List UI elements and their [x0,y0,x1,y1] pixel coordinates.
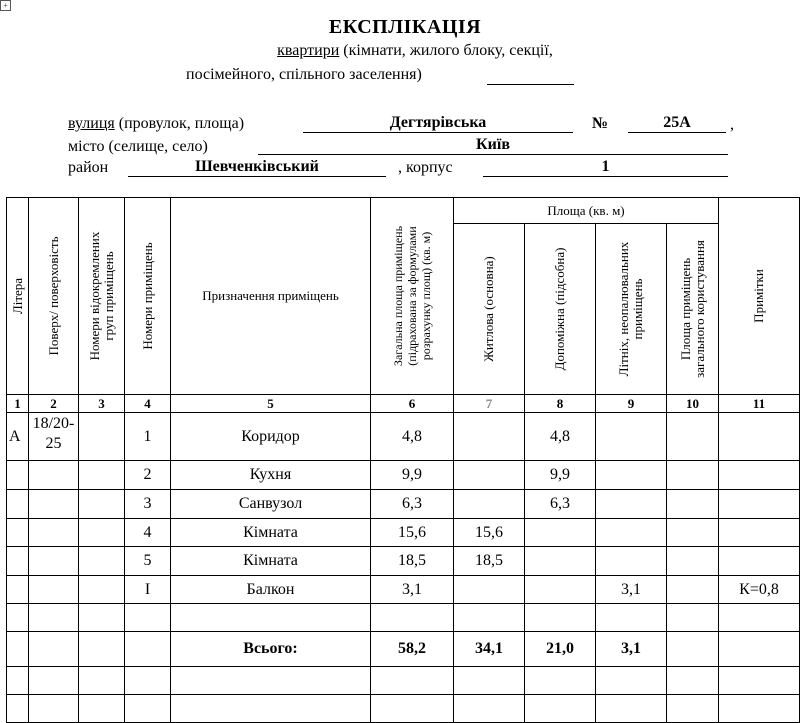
common-area-cell [667,490,719,519]
common-area-cell [667,576,719,604]
summer-area-cell [596,519,667,547]
explication-table [6,197,800,723]
header-floor-text: Поверх/ поверховість [45,236,61,356]
aux-area-cell [525,576,596,604]
notes-cell [719,413,800,461]
city-value: Київ [476,136,510,153]
subtitle-line2-text: посімейного, спільного заселення) [186,66,422,83]
summer-area-cell: 3,1 [596,576,667,604]
living-area-cell [454,461,525,490]
table-row [7,461,800,490]
header-total-area [371,198,454,395]
column-number: 2 [29,395,79,413]
district-underline [128,176,386,177]
living-area-cell: 18,5 [454,547,525,576]
column-number: 9 [596,395,667,413]
column-number: 4 [125,395,171,413]
district-label: район [68,159,109,176]
street-value: Дегтярівська [389,114,487,131]
column-number-row [7,395,800,413]
purpose-cell: Балкон [171,576,371,604]
header-common [667,224,719,395]
total-area-cell: 4,8 [371,413,454,461]
table-header-row [7,198,800,224]
subtitle-fill-line [487,84,574,85]
room-number-cell: 2 [125,461,171,490]
summer-area-cell [596,461,667,490]
living-area-cell [454,413,525,461]
aux-area-cell: 6,3 [525,490,596,519]
totals-summer-area: 3,1 [596,632,667,667]
table-row [7,490,800,519]
header-living-text: Житлова (основна) [481,256,496,362]
subtitle-underlined-word: квартири [277,42,340,59]
header-common-text: Площа приміщень загального користування [677,240,707,378]
header-notes-text: Примітки [751,269,766,323]
aux-area-cell [525,547,596,576]
header-summer-text: Літніх, неопалювальних приміщень [616,241,645,377]
street-underline [303,132,573,133]
column-number: 11 [719,395,800,413]
room-number-cell: 4 [125,519,171,547]
header-litera [7,198,29,395]
group-cell [79,413,125,461]
total-area-cell: 3,1 [371,576,454,604]
header-summer [596,224,667,395]
room-number-cell: 3 [125,490,171,519]
living-area-cell: 15,6 [454,519,525,547]
purpose-cell: Коридор [171,413,371,461]
street-label-underlined: вулиця [68,115,115,132]
header-floor [29,198,79,395]
notes-cell: К=0,8 [719,576,800,604]
table-row [7,413,800,461]
column-number: 10 [667,395,719,413]
purpose-cell: Санвузол [171,490,371,519]
litera-cell: А [7,413,29,461]
total-area-cell: 18,5 [371,547,454,576]
notes-cell [719,490,800,519]
summer-area-cell [596,413,667,461]
table-row [7,576,800,604]
common-area-cell [667,547,719,576]
city-underline [258,154,728,155]
aux-area-cell: 4,8 [525,413,596,461]
table-row [7,547,800,576]
living-area-cell [454,576,525,604]
table-move-handle-icon[interactable]: + [0,0,11,11]
common-area-cell [667,413,719,461]
summer-area-cell [596,490,667,519]
purpose-cell: Кімната [171,547,371,576]
header-group-numbers [79,198,125,395]
room-number-cell: I [125,576,171,604]
number-value: 25А [663,114,691,131]
totals-total-area: 58,2 [371,632,454,667]
header-room-numbers-text: Номери приміщень [139,242,155,350]
number-underline [628,132,726,133]
purpose-cell: Кімната [171,519,371,547]
document-title: ЕКСПЛІКАЦІЯ [328,16,482,38]
header-auxiliary [525,224,596,395]
column-number: 6 [371,395,454,413]
totals-label: Всього: [171,632,371,667]
total-area-cell: 15,6 [371,519,454,547]
number-comma: , [730,116,734,133]
common-area-cell [667,461,719,490]
table-row [7,519,800,547]
notes-cell [719,461,800,490]
column-number: 1 [7,395,29,413]
notes-cell [719,519,800,547]
table-row-empty [7,695,800,723]
document-subtitle-line1 [0,42,810,60]
building-underline [483,176,728,177]
header-total-area-text: Загальна площа приміщень (підрахована за формулами розрахунку площ) (кв. м) [391,225,433,367]
number-label: № [592,115,609,132]
room-number-cell: 5 [125,547,171,576]
building-label: , корпус [398,159,453,176]
header-litera-text: Літера [9,277,25,315]
column-number: 3 [79,395,125,413]
header-living [454,224,525,395]
document-subtitle-line2 [186,66,422,84]
totals-row [7,632,800,667]
column-number: 5 [171,395,371,413]
room-number-cell: 1 [125,413,171,461]
building-value: 1 [601,158,610,175]
total-area-cell: 9,9 [371,461,454,490]
floor-cell: 18/20-25 [29,413,79,461]
aux-area-cell [525,519,596,547]
summer-area-cell [596,547,667,576]
purpose-cell: Кухня [171,461,371,490]
column-number: 8 [525,395,596,413]
header-group-numbers-text: Номери відокремлених груп приміщень [86,231,116,361]
common-area-cell [667,519,719,547]
header-room-numbers [125,198,171,395]
total-area-cell: 6,3 [371,490,454,519]
street-label [68,115,244,133]
notes-cell [719,547,800,576]
header-purpose: Призначення приміщень [171,198,371,395]
city-label: місто (селище, село) [68,138,208,155]
table-row-empty [7,667,800,695]
column-number: 7 [454,395,525,413]
totals-aux-area: 21,0 [525,632,596,667]
header-auxiliary-text: Допоміжна (підсобна) [552,247,567,371]
table-row-empty [7,604,800,632]
living-area-cell [454,490,525,519]
aux-area-cell: 9,9 [525,461,596,490]
header-area-group: Площа (кв. м) [454,198,719,224]
subtitle-rest: (кімнати, жилого блоку, секції, [339,42,553,59]
totals-living-area: 34,1 [454,632,525,667]
district-value: Шевченківський [195,158,319,175]
header-notes [719,198,800,395]
street-label-rest: (провулок, площа) [114,115,245,132]
